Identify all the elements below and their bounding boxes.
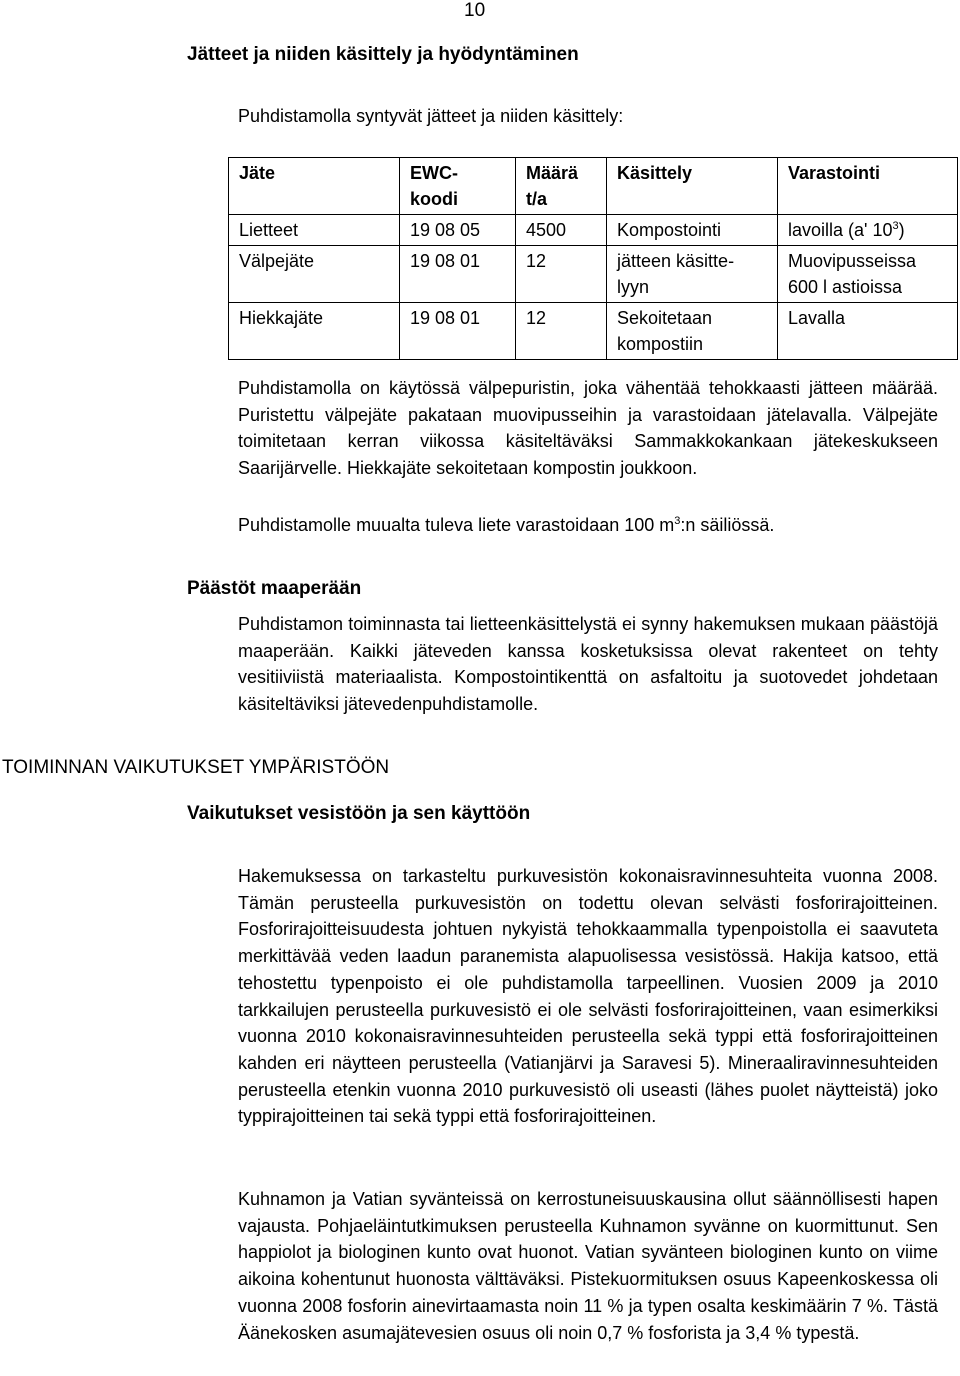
table-header-row <box>229 158 958 215</box>
paragraph-paastot: Puhdistamon toiminnasta tai lietteenkäsittelystä ei synny hakemuksen mukaan päästöjä maaperään. Kaikki jäteveden kanssa kosketuksissa olevat rakenteet on tehty vesitiiviistä materiaalista. Kompostointikenttä on asfaltoitu ja suotovedet johdetaan käsiteltäviksi jätevedenpuhdistamolle. <box>238 614 938 715</box>
header-varastointi: Varastointi <box>778 158 958 215</box>
section-heading: TOIMINNAN VAIKUTUKSET YMPÄRISTÖÖN <box>2 757 390 778</box>
cell-jate: Välpejäte <box>229 246 400 303</box>
waste-table <box>228 157 958 360</box>
table-row <box>229 215 958 246</box>
heading-vesisto: Vaikutukset vesistöön ja sen käyttöön <box>187 803 531 824</box>
cell-varastointi: lavoilla (a' $10^3$) <box>778 215 958 246</box>
cell-maara: 12 <box>516 246 607 303</box>
paragraph-liete: Puhdistamolle muualta tuleva liete varastoidaan 100 $m^3:n$ säiliössä. <box>238 515 775 535</box>
cell-kasittely: jätteen käsitte- lyyn <box>607 246 778 303</box>
cell-kasittely: Kompostointi <box>607 215 778 246</box>
table-row <box>229 246 958 303</box>
header-ewc: EWC- koodi <box>400 158 516 215</box>
header-maara: Määrä t/a <box>516 158 607 215</box>
cell-ewc: 19 08 01 <box>400 303 516 360</box>
paragraph-vesisto-1: Hakemuksessa on tarkasteltu purkuvesistön kokonaisravinnesuhteita vuonna 2008. Tämän perusteella purkuvesistön on todettu olevan selvästi fosforirajoitteinen. Fosforirajoitteisuudesta johtuen nykyistä tehokkaammalla typenpoistolla ei saavuteta merkittävää veden laadun paranemista alapuolisessa vesistössä. Hakija katsoo, että tehostettu typenpoisto ei ole puhdistamolla tarpeellinen. Vuosien 2009 ja 2010 tarkkailujen perusteella purkuvesistö ei ole selvästi fosforirajoitteinen, vaan esimerkiksi vuonna 2010 kokonaisravinnesuhteiden perusteella sekä typpi että fosforirajoitteinen kahden eri näytteen perusteella (Vatianjärvi ja Saravesi 5). Mineraaliravinnesuhteiden perusteella etenkin vuonna 2010 purkuvesistö oli useasti (lähes puolet näytteistä) joko typpirajoitteinen tai sekä typpi että fosforirajoitteinen. <box>238 866 938 1127</box>
cell-jate: Lietteet <box>229 215 400 246</box>
cell-varastointi: Muovipusseissa 600 l astioissa <box>778 246 958 303</box>
heading-paastot: Päästöt maaperään <box>187 578 362 599</box>
cell-ewc: 19 08 01 <box>400 246 516 303</box>
heading-waste: Jätteet ja niiden käsittely ja hyödyntäminen <box>187 44 579 65</box>
table-row <box>229 303 958 360</box>
cell-maara: 12 <box>516 303 607 360</box>
cell-ewc: 19 08 05 <box>400 215 516 246</box>
paragraph-vesisto-2: Kuhnamon ja Vatian syvänteissä on kerrostuneisuuskausina ollut säännöllisesti hapen vajausta. Pohjaeläintutkimuksen perusteella Kuhnamon syvänne on kuormittunut. Sen happiolot ja biologinen kunto ovat huonot. Vatian syvänteen biologinen kunto on viime aikoina kohentunut huonosta välttäväksi. Pistekuormituksen osuus Kapeenkoskessa oli vuonna 2008 fosforin ainevirtaamasta noin 11 % ja typen osalta keskimäärin 7 %. Tästä Äänekosken asumajätevesien osuus oli noin 0,7 % fosforista ja 3,4 % typestä. <box>238 1189 938 1343</box>
cell-varastointi: Lavalla <box>778 303 958 360</box>
cell-kasittely: Sekoitetaan kompostiin <box>607 303 778 360</box>
page-number: 10 <box>464 0 486 21</box>
intro-text: Puhdistamolla syntyvät jätteet ja niiden käsittely: <box>238 106 624 126</box>
header-jate: Jäte <box>229 158 400 215</box>
paragraph-valpe: Puhdistamolla on käytössä välpepuristin, joka vähentää tehokkaasti jätteen määrää. Puristettu välpejäte pakataan muovipusseihin ja varastoidaan jätelavalla. Välpejäte toimitetaan kerran viikossa käsiteltäväksi Sammakkokankaan jätekeskukseen Saarijärvelle. Hiekkajäte sekoitetaan kompostin joukkoon. <box>238 378 938 479</box>
header-kasittely: Käsittely <box>607 158 778 215</box>
cell-maara: 4500 <box>516 215 607 246</box>
cell-jate: Hiekkajäte <box>229 303 400 360</box>
